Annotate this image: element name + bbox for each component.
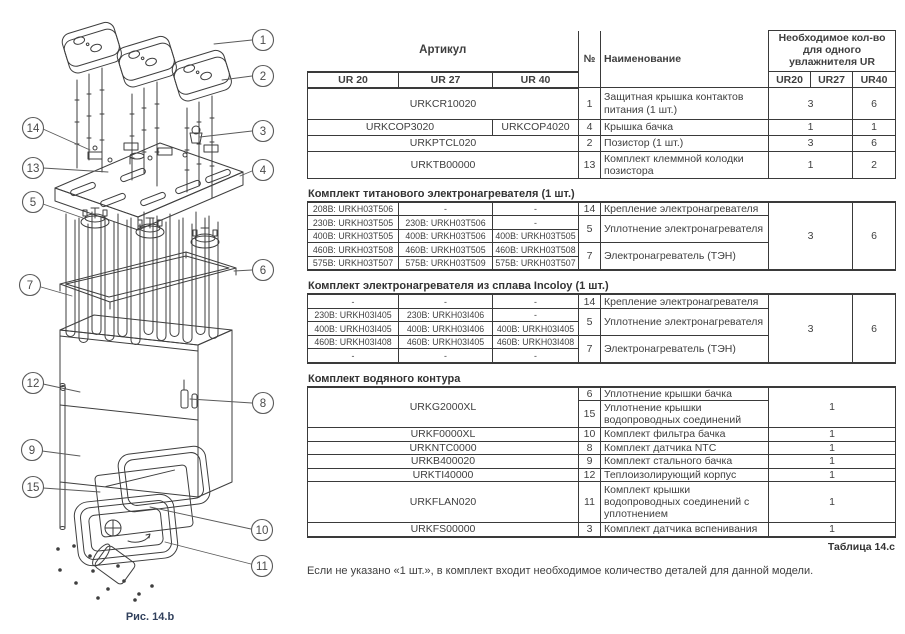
item-number-cell: 15 — [579, 401, 601, 428]
exploded-diagram — [0, 0, 305, 634]
part-name-cell: Комплект стального бачка — [601, 455, 769, 469]
article-cell: 460В: URKH03T505 — [399, 243, 493, 257]
callout-6 — [234, 260, 274, 281]
table-row — [308, 135, 896, 151]
qty-cell: 1 — [769, 119, 853, 135]
item-number-cell: 1 — [579, 88, 601, 120]
qty-cell: 1 — [769, 151, 853, 178]
article-cell: - — [399, 294, 493, 308]
article-cell: - — [493, 349, 579, 363]
table-caption: Таблица 14.c — [827, 540, 895, 553]
column-header-articul: Артикул — [308, 31, 579, 72]
callout-13 — [23, 158, 109, 179]
part-name-cell: Крепление электронагревателя — [601, 202, 769, 216]
connections-cover-panel — [95, 465, 194, 538]
qty-cell: 3 — [769, 88, 853, 120]
article-cell: URKPTCL020 — [308, 135, 579, 151]
item-number-cell: 8 — [579, 441, 601, 455]
article-cell: 230В: URKH03T505 — [308, 216, 399, 230]
table-row — [308, 88, 896, 120]
callout-12 — [23, 373, 81, 394]
qty-cell: 6 — [853, 202, 896, 271]
article-cell: - — [493, 294, 579, 308]
qty-cell: 1 — [769, 468, 896, 482]
item-number-cell: 3 — [579, 523, 601, 537]
table-row — [308, 441, 896, 455]
callout-1 — [214, 30, 274, 51]
footnote: Если не указано «1 шт.», в комплект входит необходимое количество деталей для данной модели. — [307, 564, 814, 577]
article-cell: - — [493, 202, 579, 216]
callout-11 — [165, 542, 273, 577]
article-cell: 460В: URKH03I408 — [493, 335, 579, 349]
part-name-cell: Защитная крышка контактов питания (1 шт.) — [601, 88, 769, 120]
callout-4-label: 4 — [259, 165, 267, 178]
qty-cell: 6 — [853, 135, 896, 151]
part-name-cell: Электронагреватель (ТЭН) — [601, 335, 769, 363]
item-number-cell: 7 — [579, 243, 601, 271]
callout-15-label: 15 — [26, 482, 40, 495]
article-cell: - — [493, 308, 579, 322]
protective-covers — [60, 20, 234, 103]
callout-13-label: 13 — [26, 163, 40, 176]
callout-6-label: 6 — [259, 265, 267, 278]
callout-4 — [240, 160, 274, 181]
table-row — [308, 119, 896, 135]
part-name-cell: Уплотнение крышки бачка — [601, 387, 769, 401]
article-cell: 460В: URKH03I405 — [399, 335, 493, 349]
callout-14-label: 14 — [26, 123, 40, 136]
article-cell: - — [399, 349, 493, 363]
callout-2-label: 2 — [259, 71, 267, 84]
column-header-num: № — [579, 31, 601, 88]
article-cell: URKTB00000 — [308, 151, 579, 178]
article-cell: 400В: URKH03T505 — [493, 229, 579, 243]
spare-parts-tables — [307, 30, 895, 577]
item-number-cell: 6 — [579, 387, 601, 401]
item-number-cell: 12 — [579, 468, 601, 482]
item-number-cell: 10 — [579, 428, 601, 442]
article-cell: - — [308, 349, 399, 363]
part-name-cell: Уплотнение крышки водопроводных соединений — [601, 401, 769, 428]
item-number-cell: 5 — [579, 216, 601, 243]
article-cell: URKF0000XL — [308, 428, 579, 442]
section-title-incoloy: Комплект электронагревателя из сплава Incoloy (1 шт.) — [308, 280, 609, 293]
item-number-cell: 14 — [579, 202, 601, 216]
column-header-qty: Необходимое кол-во для одного увлажнителя UR — [769, 31, 896, 72]
subheader-ur20: UR 20 — [308, 72, 399, 88]
article-cell: 230В: URKH03T506 — [399, 216, 493, 230]
article-cell: - — [308, 294, 399, 308]
table-row — [308, 468, 896, 482]
callout-7-label: 7 — [26, 280, 34, 293]
article-cell: - — [399, 202, 493, 216]
section-title-titanium: Комплект титанового электронагревателя (1 шт.) — [308, 187, 575, 200]
heater-flanges — [81, 208, 219, 248]
article-cell: 460В: URKH03I408 — [308, 335, 399, 349]
qty-cell: 1 — [769, 428, 896, 442]
item-number-cell: 14 — [579, 294, 601, 308]
table-row — [308, 428, 896, 442]
article-cell: 575В: URKH03T507 — [308, 256, 399, 270]
subheader-ur27: UR 27 — [399, 72, 493, 88]
part-name-cell: Комплект крышки водопроводных соединений с уплотнением — [601, 482, 769, 523]
column-header-name: Наименование — [601, 31, 769, 88]
article-cell: 575В: URKH03T509 — [399, 256, 493, 270]
callout-15 — [23, 477, 101, 498]
article-cell: URKNTC0000 — [308, 441, 579, 455]
table-row — [308, 455, 896, 469]
bottom-flange — [73, 493, 179, 586]
part-name-cell: Позистор (1 шт.) — [601, 135, 769, 151]
part-name-cell: Комплект датчика вспенивания — [601, 523, 769, 537]
callout-11-label: 11 — [256, 561, 268, 574]
item-number-cell: 5 — [579, 308, 601, 335]
article-cell: 400В: URKH03I406 — [399, 322, 493, 336]
part-name-cell: Уплотнение электронагревателя — [601, 216, 769, 243]
part-name-cell: Комплект фильтра бачка — [601, 428, 769, 442]
article-cell: 400В: URKH03I405 — [308, 322, 399, 336]
article-cell: URKFS00000 — [308, 523, 579, 537]
mounting-dots — [56, 544, 154, 602]
article-cell: URKFLAN020 — [308, 482, 579, 523]
qty-cell: 3 — [769, 294, 853, 363]
ntc-sensor-bracket — [181, 380, 197, 408]
posistor — [190, 126, 202, 143]
article-cell: 460В: URKH03T508 — [308, 243, 399, 257]
article-cell: URKTI40000 — [308, 468, 579, 482]
qty-cell: 1 — [769, 482, 896, 523]
table-row — [308, 151, 896, 178]
qty-cell: 2 — [853, 151, 896, 178]
article-cell: 230В: URKH03I405 — [308, 308, 399, 322]
part-name-cell: Крышка бачка — [601, 119, 769, 135]
callout-10-label: 10 — [255, 525, 269, 538]
callout-9 — [22, 440, 81, 461]
qty-cell: 6 — [853, 88, 896, 120]
qty-cell: 3 — [769, 202, 853, 271]
parts-table-incoloy — [307, 293, 896, 364]
table-row — [308, 523, 896, 537]
callout-1-label: 1 — [259, 35, 267, 48]
item-number-cell: 2 — [579, 135, 601, 151]
part-name-cell: Уплотнение электронагревателя — [601, 308, 769, 335]
table-row — [308, 202, 896, 216]
article-cell: URKCOP3020 — [308, 119, 493, 135]
item-number-cell: 7 — [579, 335, 601, 363]
article-cell: 230В: URKH03I406 — [399, 308, 493, 322]
table-row — [308, 294, 896, 308]
parts-table-titanium — [307, 201, 896, 272]
article-cell: URKCOP4020 — [493, 119, 579, 135]
part-name-cell: Электронагреватель (ТЭН) — [601, 243, 769, 271]
qty-cell: 1 — [769, 523, 896, 537]
article-cell: URKCR10020 — [308, 88, 579, 120]
article-cell: 400В: URKH03T506 — [399, 229, 493, 243]
callout-14 — [23, 118, 91, 151]
item-number-cell: 4 — [579, 119, 601, 135]
callout-3-label: 3 — [259, 126, 267, 139]
subheader-qty-ur27: UR27 — [811, 72, 853, 88]
table-row — [308, 387, 896, 401]
article-cell: 400В: URKH03I405 — [493, 322, 579, 336]
exploded-view-drawing — [0, 0, 305, 634]
part-name-cell: Крепление электронагревателя — [601, 294, 769, 308]
qty-cell: 1 — [853, 119, 896, 135]
table-row — [308, 482, 896, 523]
article-cell: 575В: URKH03T507 — [493, 256, 579, 270]
item-number-cell: 9 — [579, 455, 601, 469]
subheader-qty-ur20: UR20 — [769, 72, 811, 88]
part-name-cell: Теплоизолирующий корпус — [601, 468, 769, 482]
rack-frame — [60, 252, 236, 309]
callout-3 — [200, 121, 274, 142]
figure-caption: Рис. 14.b — [125, 611, 175, 623]
callout-9-label: 9 — [28, 445, 36, 458]
qty-cell: 1 — [769, 441, 896, 455]
parts-table-water — [307, 386, 896, 538]
article-cell: 460В: URKH03T508 — [493, 243, 579, 257]
callout-12-label: 12 — [26, 378, 40, 391]
subheader-qty-ur40: UR40 — [853, 72, 896, 88]
article-cell: URKG2000XL — [308, 387, 579, 428]
section-title-water: Комплект водяного контура — [308, 372, 461, 385]
qty-cell: 1 — [769, 387, 896, 428]
item-number-cell: 11 — [579, 482, 601, 523]
qty-cell: 1 — [769, 455, 896, 469]
part-name-cell: Комплект клеммной колодки позистора — [601, 151, 769, 178]
qty-cell: 3 — [769, 135, 853, 151]
article-cell: URKB400020 — [308, 455, 579, 469]
callout-8-label: 8 — [259, 398, 267, 411]
article-cell: 208В: URKH03T506 — [308, 202, 399, 216]
item-number-cell: 13 — [579, 151, 601, 178]
qty-cell: 6 — [853, 294, 896, 363]
article-cell: - — [493, 216, 579, 230]
part-name-cell: Комплект датчика NTC — [601, 441, 769, 455]
callout-5-label: 5 — [29, 197, 37, 210]
subheader-ur40: UR 40 — [493, 72, 579, 88]
article-cell: 400В: URKH03T505 — [308, 229, 399, 243]
parts-table-main — [307, 30, 896, 179]
